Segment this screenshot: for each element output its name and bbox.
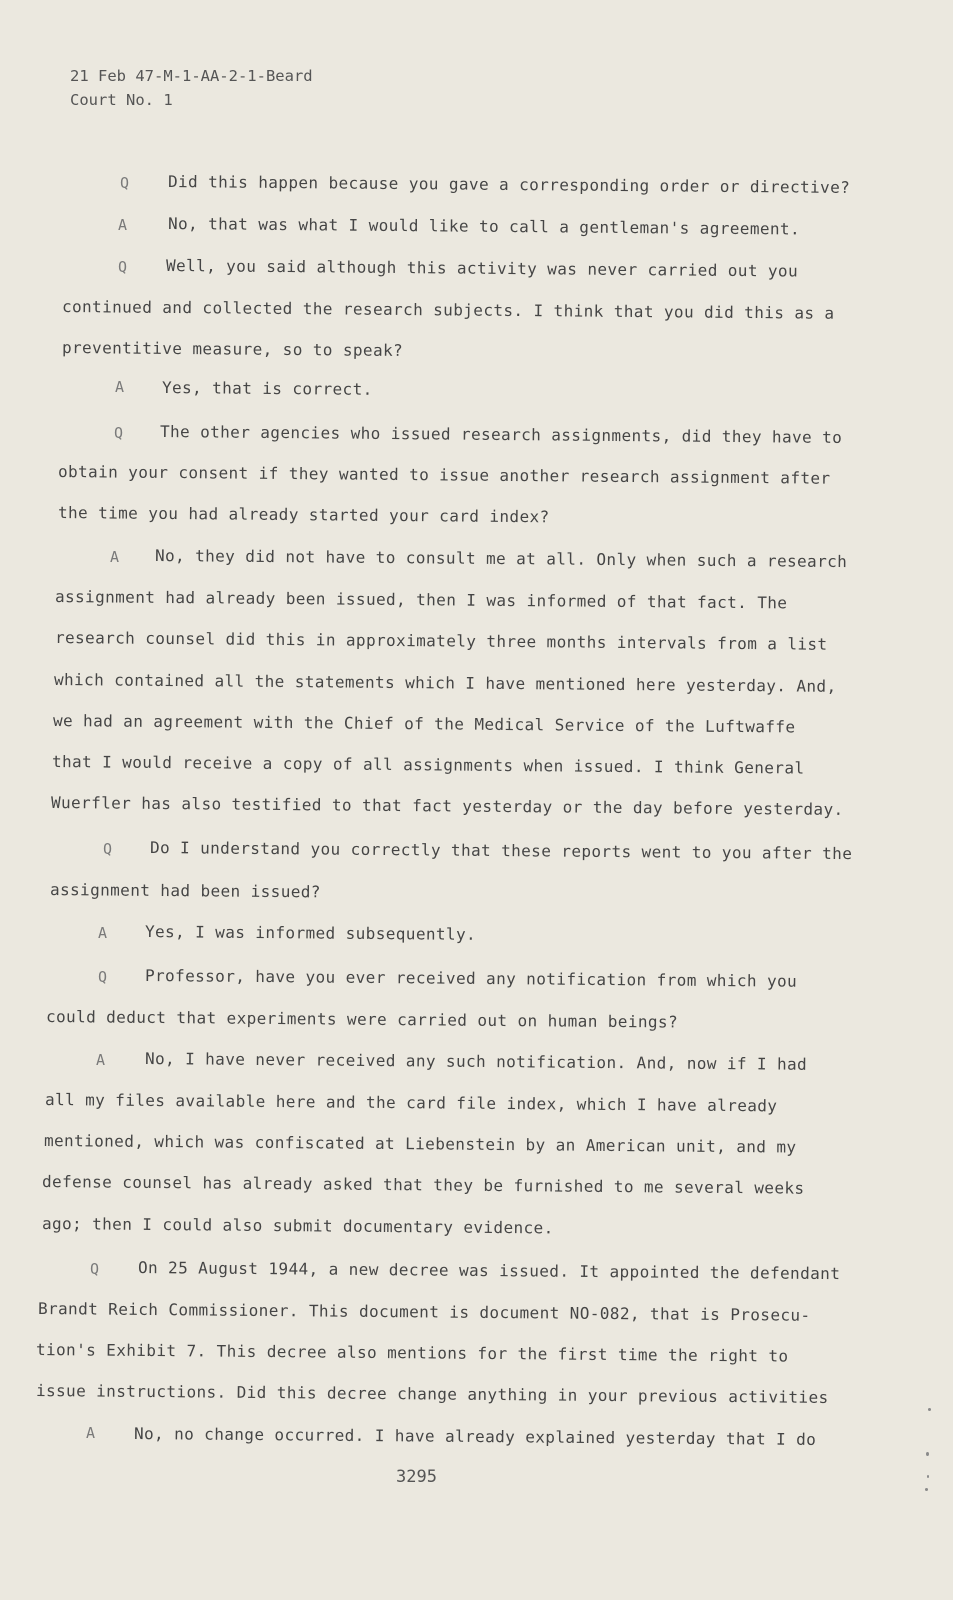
transcript-line: Wuerfler has also testified to that fact yesterday or the day before yesterday.: [50, 793, 844, 819]
transcript-line: defense counsel has already asked that they be furnished to me several weeks: [41, 1172, 805, 1198]
question-marker: Q: [118, 258, 128, 276]
transcript-line: No, I have never received any such notification. And, now if I had: [144, 1049, 808, 1074]
header-court: Court No. 1: [70, 91, 173, 109]
answer-marker: A: [86, 1424, 96, 1442]
transcript-line: tion's Exhibit 7. This decree also mentions for the first time the right to: [35, 1340, 789, 1366]
question-marker: Q: [90, 1260, 100, 1278]
transcript-line: Yes, that is correct.: [161, 378, 373, 399]
transcript-line: mentioned, which was confiscated at Liebenstein by an American unit, and my: [43, 1131, 797, 1157]
transcript-line: Well, you said although this activity was never carried out you: [165, 256, 799, 281]
answer-marker: A: [115, 378, 125, 396]
question-marker: Q: [120, 174, 130, 192]
transcript-line: continued and collected the research subjects. I think that you did this as a: [61, 297, 835, 323]
answer-marker: A: [110, 548, 120, 566]
paper-speck: [925, 1488, 928, 1491]
transcript-line: which contained all the statements which I have mentioned here yesterday. And,: [53, 670, 837, 696]
transcript-line: ago; then I could also submit documentary evidence.: [41, 1214, 554, 1238]
transcript-line: Do I understand you correctly that these reports went to you after the: [149, 838, 853, 864]
answer-marker: A: [118, 216, 128, 234]
transcript-line: No, that was what I would like to call a gentleman's agreement.: [167, 214, 801, 239]
document-header: [70, 64, 313, 112]
transcript-line: The other agencies who issued research assignments, did they have to: [159, 422, 843, 447]
transcript-line: that I would receive a copy of all assignments when issued. I think General: [51, 752, 805, 778]
header-reference: 21 Feb 47-M-1-AA-2-1-Beard: [70, 67, 313, 85]
transcript-line: research counsel did this in approximately three months intervals from a list: [54, 628, 828, 654]
question-marker: Q: [114, 424, 124, 442]
transcript-line: obtain your consent if they wanted to issue another research assignment after: [57, 462, 831, 488]
transcript-line: assignment had already been issued, then I was informed of that fact. The: [54, 587, 788, 613]
transcript-line: issue instructions. Did this decree change anything in your previous activities: [35, 1381, 829, 1407]
answer-marker: A: [96, 1051, 106, 1069]
transcript-line: the time you had already started your card index?: [57, 503, 550, 527]
answer-marker: A: [98, 924, 108, 942]
transcript-line: Professor, have you ever received any notification from which you: [144, 966, 798, 991]
transcript-line: all my files available here and the card file index, which I have already: [44, 1090, 778, 1116]
paper-speck: [927, 1475, 929, 1478]
transcript-line: On 25 August 1944, a new decree was issued. It appointed the defendant: [137, 1258, 841, 1284]
transcript-line: Did this happen because you gave a corresponding order or directive?: [167, 172, 851, 197]
paper-speck: [928, 1408, 931, 1411]
transcript-line: No, they did not have to consult me at all. Only when such a research: [154, 546, 848, 572]
transcript-line: assignment had been issued?: [49, 880, 321, 902]
page-number: 3295: [396, 1467, 437, 1487]
transcript-line: could deduct that experiments were carried out on human beings?: [45, 1007, 679, 1032]
transcript-line: No, no change occurred. I have already explained yesterday that I do: [133, 1424, 817, 1449]
question-marker: Q: [98, 968, 108, 986]
transcript-line: Brandt Reich Commissioner. This document is document NO-082, that is Prosecu-: [37, 1299, 811, 1325]
question-marker: Q: [103, 840, 113, 858]
transcript-line: we had an agreement with the Chief of the Medical Service of the Luftwaffe: [52, 711, 796, 737]
transcript-line: preventitive measure, so to speak?: [61, 338, 404, 360]
paper-speck: [926, 1452, 929, 1456]
transcript-line: Yes, I was informed subsequently.: [144, 922, 477, 944]
